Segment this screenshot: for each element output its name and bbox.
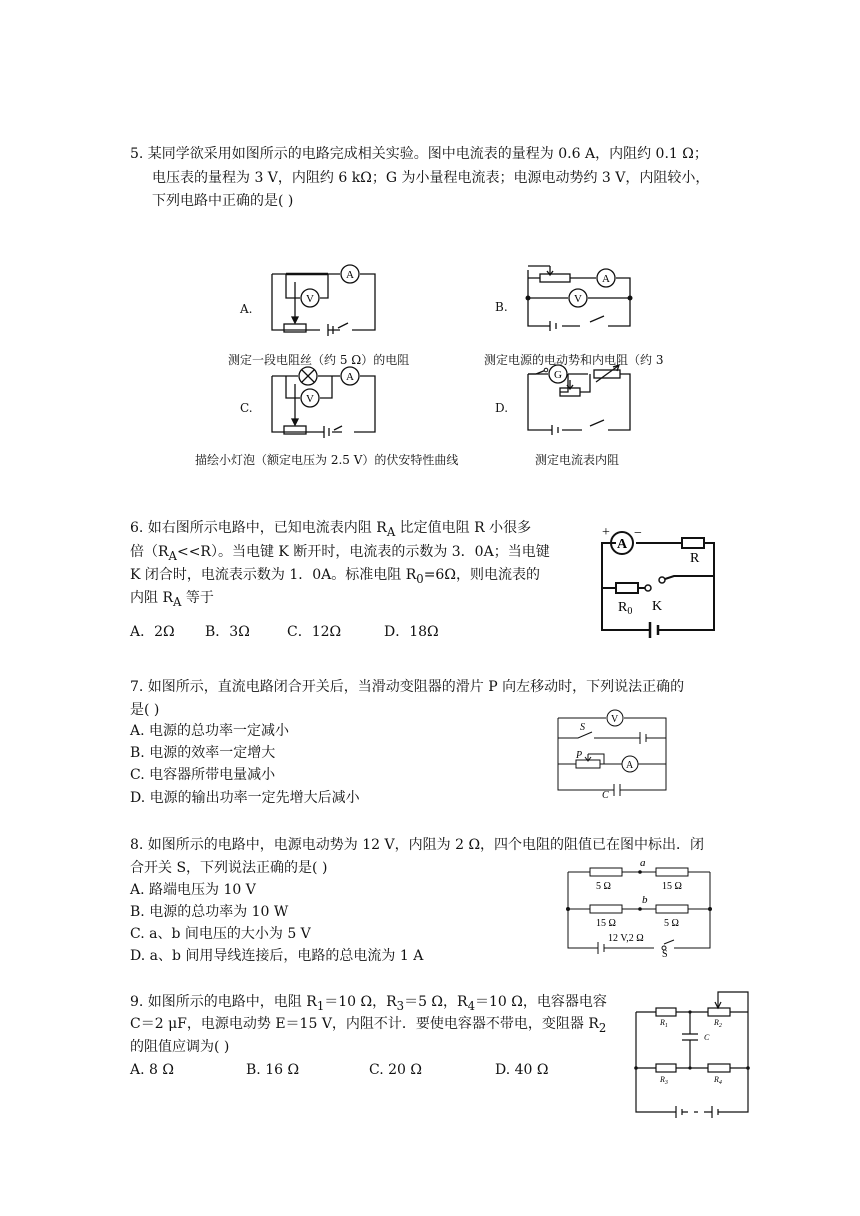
q6-circuit-diagram [586,525,718,638]
q6-line-4 [130,587,214,613]
q9-fig-r4 [713,1075,722,1086]
q7-fig-slider-label: P [576,750,583,761]
q9-sub-3: 3 [396,998,405,1013]
q5-circuit-d [520,362,640,440]
q9-line-3: 的阻值应调为( ) [130,1039,230,1055]
q6-option-c: C．12Ω [287,624,342,640]
q6-fig-r0-text: R [618,600,628,615]
q6-line-4-tail: 等于 [181,590,214,606]
q6-fig-r0-label [618,600,632,617]
q6-line-3-tail: =6Ω，则电流表的 [423,567,540,583]
q9-line-1-part-c: ＝5 Ω，R [404,994,468,1010]
q8-fig-r-top-right: 15 Ω [662,881,682,892]
q7-fig-capacitor-label: C [602,790,609,801]
q5-caption-a: 测定一段电阻丝（约 5 Ω）的电阻 [228,353,410,367]
q6-option-d: D．18Ω [384,624,439,640]
circuit-c-ammeter-symbol: A [346,371,354,383]
q9-fig-r1-sub: 1 [664,1023,668,1029]
q7-fig-voltmeter: V [611,714,619,725]
q8-fig-r-bottom-left: 15 Ω [596,918,616,929]
q9-fig-r1-text: R [660,1018,665,1027]
q8-fig-switch-label: S [662,949,668,960]
q8-fig-node-a: a [640,857,646,869]
q9-fig-r3-text: R [660,1075,665,1084]
q9-circuit-diagram [632,990,752,1118]
q6-line-4-sub: A [173,594,182,609]
q9-option-b: B. 16 Ω [246,1062,300,1078]
q6-line-1-text: 6. 如右图所示电路中，已知电流表内阻 R [130,520,387,536]
q6-line-2-tail: <<R）。当电键 K 断开时，电流表的示数为 3．0A；当电键 [176,544,550,560]
q5-line-3: 下列电路中正确的是( ) [152,193,294,209]
q9-fig-capacitor-label: C [704,1033,710,1042]
q8-circuit-diagram [564,856,714,960]
q9-fig-r3-sub: 3 [664,1080,668,1086]
q8-option-b: B. 电源的总功率为 10 W [130,904,289,920]
q6-line-1 [130,517,531,543]
q5-option-a-label: A. [240,302,253,316]
circuit-b-ammeter-symbol: A [602,273,610,285]
q9-line-2-text: C＝2 μF，电源电动势 E＝15 V，内阻不计．要使电容器不带电，变阻器 R [130,1016,599,1032]
q5-option-d-label: D. [495,401,509,415]
q6-fig-r-label: R [690,551,700,566]
q9-option-a: A. 8 Ω [130,1062,174,1078]
q5-circuit-a [262,262,382,346]
q8-fig-r-bottom-right: 5 Ω [664,918,679,929]
q8-option-d: D. a、b 间用导线连接后，电路的总电流为 1 A [130,948,424,964]
q7-line-2: 是( ) [130,702,160,718]
q9-fig-r4-sub: 4 [718,1080,722,1086]
circuit-c-voltmeter-symbol: V [306,393,314,405]
q8-option-a: A. 路端电压为 10 V [130,882,256,898]
q7-fig-ammeter: A [626,760,634,771]
q9-sub-4: 4 [467,998,476,1013]
circuit-d-galvanometer-symbol: G [554,369,562,381]
q6-option-a: A．2Ω [130,624,175,640]
q7-line-1: 7. 如图所示，直流电路闭合开关后，当滑动变阻器的滑片 P 向左移动时，下列说法正确的 [130,679,685,695]
q8-option-c: C. a、b 间电压的大小为 5 V [130,926,311,942]
q6-line-3-text: K 闭合时，电流表示数为 1．0A。标准电阻 R [130,567,417,583]
q7-option-c: C. 电容器所带电量减小 [130,767,276,783]
q9-fig-r2-text: R [714,1018,719,1027]
q6-line-2-sub: A [168,548,177,563]
q6-line-1-tail: 比定值电阻 R 小很多 [395,520,532,536]
q9-fig-r3 [659,1075,668,1086]
q6-line-2 [130,541,550,567]
q5-caption-d: 测定电流表内阻 [535,453,620,467]
q9-line-1-part-a: 9. 如图所示的电路中，电阻 R [130,994,317,1010]
q7-option-b: B. 电源的效率一定增大 [130,745,276,761]
q7-circuit-diagram [558,710,668,801]
q9-line-1-part-b: ＝10 Ω，R [324,994,397,1010]
q8-fig-r-top-left: 5 Ω [596,881,611,892]
q5-line-2: 电压表的量程为 3 V，内阻约 6 kΩ；G 为小量程电流表；电源电动势约 3 V，内阻较小， [152,170,710,186]
q6-line-1-sub: A [386,524,396,539]
q8-fig-node-b: b [642,894,648,906]
q6-option-b: B．3Ω [205,624,250,640]
q5-caption-c: 描绘小灯泡（额定电压为 2.5 V）的伏安特性曲线 [195,453,459,467]
q8-line-2: 合开关 S，下列说法正确的是( ) [130,860,328,876]
q6-fig-ammeter: A [617,537,628,552]
q6-fig-plus: + [602,525,610,540]
q9-fig-r1 [659,1018,668,1029]
q6-fig-r0-sub: 0 [627,606,633,617]
q6-fig-k-label: K [652,599,663,614]
q9-line-2 [130,1013,606,1039]
q9-fig-r2 [713,1018,722,1029]
q5-caption-b: 测定电源的电动势和内电阻（约 3 [484,353,664,367]
q7-option-d: D. 电源的输出功率一定先增大后减小 [130,790,360,806]
q5-circuit-c [262,364,382,440]
circuit-b-voltmeter-symbol: V [574,293,582,305]
circuit-a-voltmeter-symbol: V [306,293,314,305]
q9-fig-r4-text: R [714,1075,719,1084]
q9-option-d: D. 40 Ω [495,1062,549,1078]
circuit-a-ammeter-symbol: A [346,269,354,281]
q5-circuit-b [520,262,640,338]
q9-sub-1: 1 [316,998,325,1013]
q8-line-1: 8. 如图所示的电路中，电源电动势为 12 V，内阻为 2 Ω，四个电阻的阻值已在图中标出．闭 [130,837,705,853]
q5-option-b-label: B. [495,300,508,314]
q7-option-a: A. 电源的总功率一定减小 [130,723,290,739]
q6-line-3-sub: 0 [416,571,424,586]
q9-line-1-part-d: ＝10 Ω，电容器电容 [475,994,607,1010]
q6-line-4-text: 内阻 R [130,590,173,606]
q6-line-2-text: 倍（R [130,544,169,560]
q9-option-c: C. 20 Ω [369,1062,422,1078]
q6-line-3 [130,564,540,590]
q9-line-2-sub: 2 [598,1020,607,1035]
q7-fig-switch-label: S [580,722,585,733]
q5-line-1: 5. 某同学欲采用如图所示的电路完成相关实验。图中电流表的量程为 0.6 A，内阻约 0.1 Ω； [130,146,708,162]
q9-fig-r2-sub: 2 [718,1023,722,1029]
q6-fig-minus: − [634,526,642,541]
q8-fig-source-label: 12 V,2 Ω [608,933,644,944]
q5-option-c-label: C. [240,401,253,415]
